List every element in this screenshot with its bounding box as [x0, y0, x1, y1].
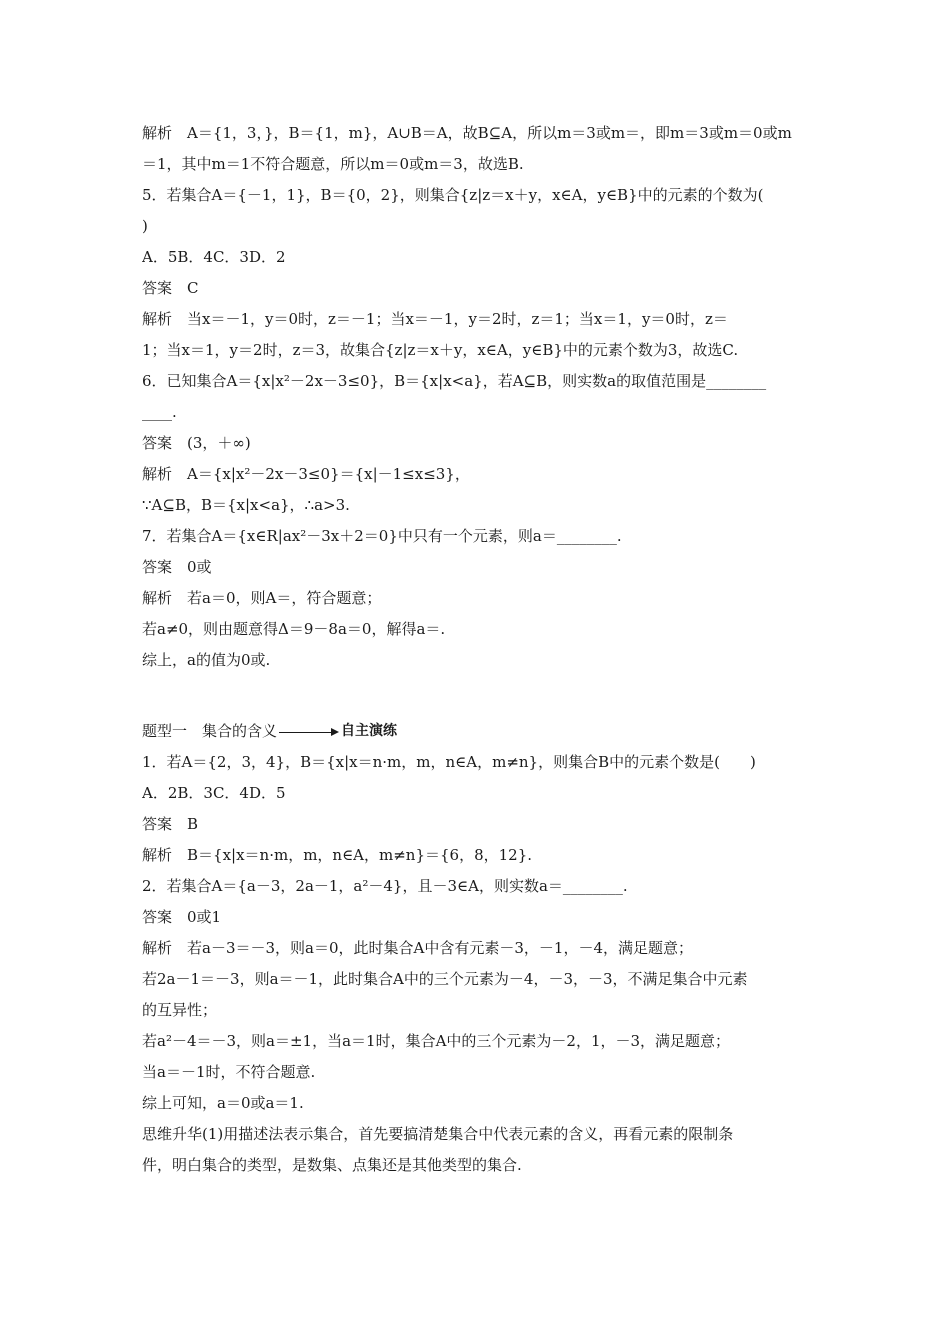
arrow-right-icon [279, 726, 339, 738]
text-line: 解析 A＝{x|x²－2x－3≤0}＝{x|－1≤x≤3}， [142, 465, 470, 483]
text-line: 5．若集合A＝{－1，1}，B＝{0，2}，则集合{z|z＝x＋y，x∈A，y∈B}中的元素的个数为( [142, 186, 764, 204]
text-line: 的互异性； [142, 1001, 218, 1019]
text-line: A．5B．4C．3D．2 [142, 248, 286, 266]
text-line: 解析 若a－3＝－3，则a＝0，此时集合A中含有元素－3，－1，－4，满足题意； [142, 939, 693, 957]
text-line: ) [142, 217, 148, 235]
text-line: 若a²－4＝－3，则a＝±1，当a＝1时，集合A中的三个元素为－2，1，－3，满足题意； [142, 1032, 731, 1050]
text-line: A．2B．3C．4D．5 [142, 784, 286, 802]
solution-block-bottom [142, 747, 812, 1181]
text-line: 解析 当x＝－1，y＝0时，z＝－1；当x＝－1，y＝2时，z＝1；当x＝1，y＝0时，z＝ [142, 310, 728, 328]
solution-block-top [142, 118, 812, 676]
text-line: 综上可知，a＝0或a＝1. [142, 1094, 304, 1112]
text-line: ____. [142, 403, 177, 421]
text-line: 解析 B＝{x|x＝n·m，m，n∈A，m≠n}＝{6，8，12}. [142, 846, 533, 864]
text-line: 综上，a的值为0或. [142, 651, 271, 669]
document-page [142, 118, 812, 1181]
section-tag: 自主演练 [341, 723, 398, 739]
text-line: 1．若A＝{2，3，4}，B＝{x|x＝n·m，m，n∈A，m≠n}，则集合B中的元素个数是( ) [142, 753, 756, 771]
text-line: 7．若集合A＝{x∈R|ax²－3x＋2＝0}中只有一个元素，则a＝________. [142, 527, 622, 545]
text-line: 答案 0或 [142, 558, 212, 576]
text-line: 件，明白集合的类型，是数集、点集还是其他类型的集合. [142, 1156, 522, 1174]
text-line: 答案 B [142, 815, 199, 833]
section-heading [142, 716, 812, 747]
text-line: 6．已知集合A＝{x|x²－2x－3≤0}，B＝{x|x<a}，若A⊆B，则实数a的取值范围是________ [142, 372, 767, 390]
section-spacer [142, 676, 812, 716]
text-line: 答案 C [142, 279, 199, 297]
text-line: 若2a－1＝－3，则a＝－1，此时集合A中的三个元素为－4，－3，－3，不满足集合中元素 [142, 970, 748, 988]
text-line: 解析 若a＝0，则A＝，符合题意； [142, 589, 382, 607]
text-line: 若a≠0，则由题意得Δ＝9－8a＝0，解得a＝. [142, 620, 446, 638]
text-line: 1；当x＝1，y＝2时，z＝3，故集合{z|z＝x＋y，x∈A，y∈B}中的元素个数为3，故选C. [142, 341, 739, 359]
section-title: 题型一 集合的含义 [142, 722, 278, 740]
text-line: 当a＝－1时，不符合题意. [142, 1063, 316, 1081]
text-line: 2．若集合A＝{a－3，2a－1，a²－4}，且－3∈A，则实数a＝________. [142, 877, 628, 895]
text-line: ∵A⊆B，B＝{x|x<a}，∴a>3. [142, 496, 350, 514]
text-line: 思维升华(1)用描述法表示集合，首先要搞清楚集合中代表元素的含义，再看元素的限制条 [142, 1125, 734, 1143]
text-line: 解析 A＝{1，3，}，B＝{1，m}，A∪B＝A，故B⊆A，所以m＝3或m＝，即m＝3或m＝0或m [142, 124, 792, 142]
text-line: 答案 (3，＋∞) [142, 434, 251, 452]
text-line: ＝1，其中m＝1不符合题意，所以m＝0或m＝3，故选B. [142, 155, 524, 173]
text-line: 答案 0或1 [142, 908, 222, 926]
